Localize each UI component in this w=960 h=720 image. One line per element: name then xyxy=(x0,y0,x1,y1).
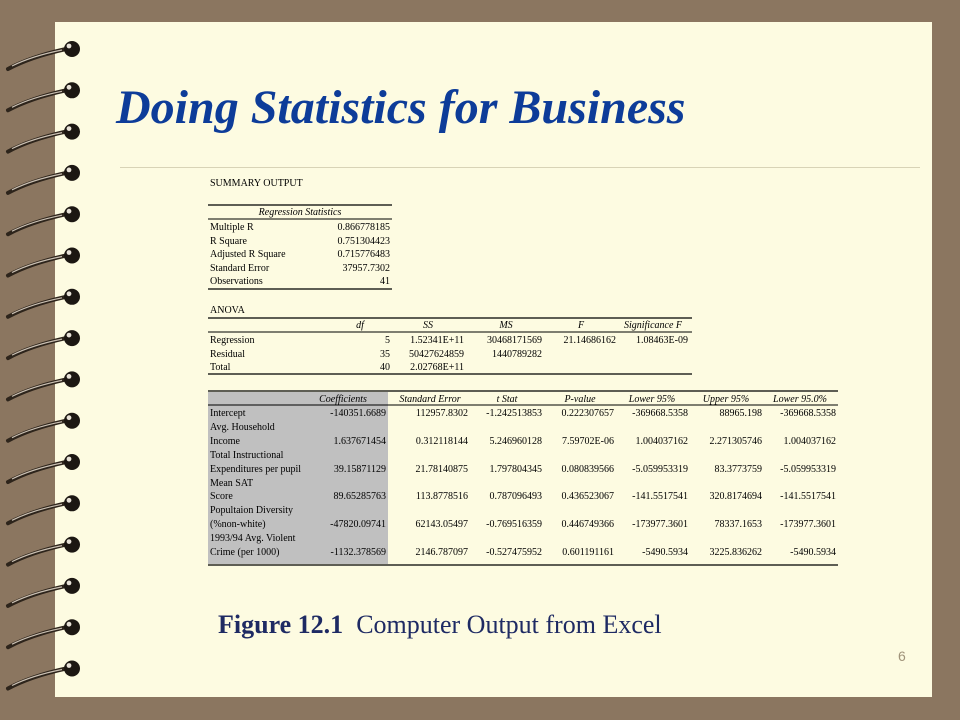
coef-row-label: (%non-white) xyxy=(210,519,266,531)
regression-stat-label: Standard Error xyxy=(210,262,270,274)
coef-value: -1.242513853 xyxy=(486,408,542,419)
coef-value: 0.436523067 xyxy=(561,491,614,503)
regression-stat-label: R Square xyxy=(210,235,247,247)
coef-row-label: Crime (per 1000) xyxy=(210,547,280,558)
coef-row-label: Total Instructional xyxy=(210,449,284,461)
coef-value: 5.246960128 xyxy=(489,435,542,447)
anova-header: Significance F xyxy=(623,320,683,331)
anova-value: 1440789282 xyxy=(492,348,542,360)
coef-header: t Stat xyxy=(496,394,518,405)
coef-value: 1.637671454 xyxy=(333,435,386,447)
figure-caption xyxy=(218,610,662,640)
coef-row-label: Intercept xyxy=(210,408,246,419)
coef-value: 21.78140875 xyxy=(415,463,468,475)
anova-row-label: Total xyxy=(210,362,231,374)
coef-value: 2.271305746 xyxy=(709,435,762,447)
coef-row-label: Popultaion Diversity xyxy=(210,505,294,517)
coef-value: -369668.5358 xyxy=(780,408,836,419)
anova-value: 1.08463E-09 xyxy=(636,335,688,346)
coef-value: -47820.09741 xyxy=(330,519,386,531)
regression-stat-value: 0.715776483 xyxy=(337,249,390,261)
anova-value: 5 xyxy=(385,335,390,346)
anova-header: SS xyxy=(423,320,433,331)
coef-value: 0.312118144 xyxy=(415,435,468,447)
anova-row-label: Regression xyxy=(210,335,255,346)
coef-value: 0.080839566 xyxy=(561,463,614,475)
regression-stats-header: Regression Statistics xyxy=(258,207,342,218)
regression-stat-label: Adjusted R Square xyxy=(210,249,286,261)
regression-stat-label: Multiple R xyxy=(210,222,254,233)
coef-value: 1.797804345 xyxy=(489,463,542,475)
coef-value: 88965.198 xyxy=(719,408,762,419)
regression-stat-label: Observations xyxy=(210,276,263,288)
coef-header: Lower 95% xyxy=(628,394,676,405)
coef-value: 89.65285763 xyxy=(333,491,386,503)
caption-text: Computer Output from Excel xyxy=(356,610,662,639)
anova-value: 21.14686162 xyxy=(563,335,616,346)
coef-value: 113.8778516 xyxy=(415,491,468,503)
coef-value: -5.059953319 xyxy=(780,463,836,475)
coef-value: -173977.3601 xyxy=(632,519,688,531)
coef-value: -141.5517541 xyxy=(632,491,688,503)
coef-value: 7.59702E-06 xyxy=(562,435,614,447)
page-number: 6 xyxy=(898,648,906,664)
coef-value: 1.004037162 xyxy=(783,435,836,447)
coef-row-label: Expenditures per pupil xyxy=(210,463,302,475)
anova-value: 1.52341E+11 xyxy=(410,335,464,346)
anova-header: F xyxy=(577,320,585,331)
coef-value: 0.222307657 xyxy=(561,408,614,419)
coef-value: 0.601191161 xyxy=(562,547,614,558)
coef-header: Upper 95% xyxy=(702,394,750,405)
coef-value: 0.446749366 xyxy=(561,519,614,531)
coef-row-label: Mean SAT xyxy=(210,477,254,489)
anova-row-label: Residual xyxy=(210,348,245,360)
coef-value: 3225.836262 xyxy=(709,547,762,558)
anova-header: MS xyxy=(499,320,513,331)
anova-value: 50427624859 xyxy=(409,348,464,360)
coef-value: -1132.378569 xyxy=(330,547,386,558)
coef-row-label: Score xyxy=(210,491,233,503)
anova-label: ANOVA xyxy=(210,305,245,316)
coef-row-label: 1993/94 Avg. Violent xyxy=(210,533,296,545)
coef-value: -140351.6689 xyxy=(330,408,386,419)
anova-value: 40 xyxy=(380,362,390,374)
coef-header: P-value xyxy=(564,394,596,405)
coef-value: -5490.5934 xyxy=(790,547,836,558)
coef-value: -369668.5358 xyxy=(632,408,688,419)
anova-value: 30468171569 xyxy=(487,335,542,346)
coef-value: 83.3773759 xyxy=(714,463,762,475)
coef-value: 62143.05497 xyxy=(415,519,468,531)
coef-value: 0.787096493 xyxy=(489,491,542,503)
coef-value: -5.059953319 xyxy=(632,463,688,475)
coef-value: 320.8174694 xyxy=(709,491,762,503)
coef-header: Coefficients xyxy=(319,394,367,405)
regression-stat-value: 0.751304423 xyxy=(337,235,390,247)
anova-value: 2.02768E+11 xyxy=(410,362,464,374)
coef-value: -173977.3601 xyxy=(780,519,836,531)
coef-value: 39.15871129 xyxy=(333,463,386,475)
coef-value: -0.527475952 xyxy=(486,547,542,558)
caption-figure-number: Figure 12.1 xyxy=(218,610,344,639)
coef-value: -5490.5934 xyxy=(642,547,688,558)
coef-value: 78337.1653 xyxy=(714,519,762,531)
regression-stat-value: 37957.7302 xyxy=(342,262,390,274)
coef-value: 1.004037162 xyxy=(635,435,688,447)
anova-value: 35 xyxy=(380,348,390,360)
coef-value: -141.5517541 xyxy=(780,491,836,503)
anova-header: df xyxy=(356,320,364,331)
coef-row-label: Income xyxy=(210,435,240,447)
coef-value: 2146.787097 xyxy=(415,547,468,558)
slide-title: Doing Statistics for Business xyxy=(116,81,686,134)
regression-stat-value: 41 xyxy=(380,276,390,288)
coef-value: 112957.8302 xyxy=(415,408,468,419)
coef-header: Lower 95.0% xyxy=(773,394,827,405)
coef-row-label: Avg. Household xyxy=(210,421,275,433)
regression-stat-value: 0.866778185 xyxy=(337,222,390,233)
coef-header: Standard Error xyxy=(399,394,461,405)
coef-value: -0.769516359 xyxy=(486,519,542,531)
summary-output-label: SUMMARY OUTPUT xyxy=(210,178,303,189)
